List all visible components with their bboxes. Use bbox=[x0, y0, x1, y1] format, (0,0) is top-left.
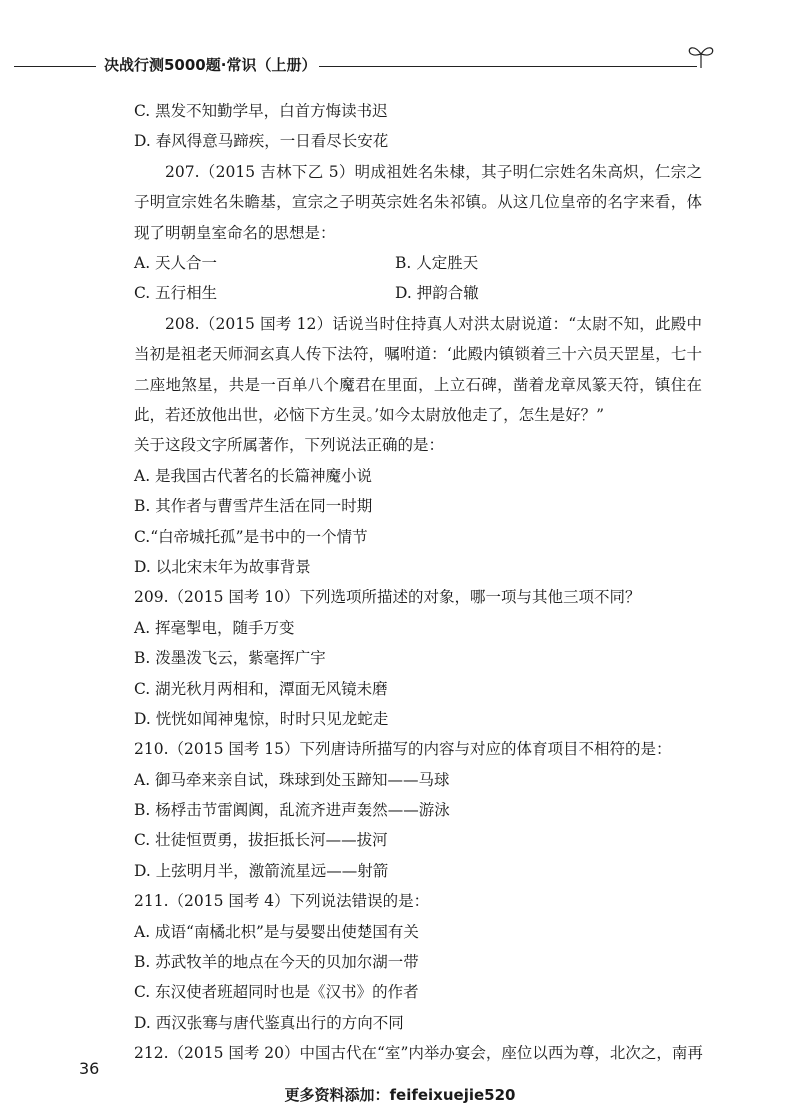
text-line: C. 湖光秋月两相和，潭面无风镜未磨 bbox=[134, 679, 388, 698]
text-line: 210.（2015 国考 15）下列唐诗所描写的内容与对应的体育项目不相符的是： bbox=[134, 740, 672, 759]
option-left: C. 五行相生 bbox=[134, 284, 218, 303]
text-line: D. 上弦明月半，激箭流星远——射箭 bbox=[134, 861, 389, 880]
text-line: 209.（2015 国考 10）下列选项所描述的对象，哪一项与其他三项不同？ bbox=[134, 588, 641, 607]
text-line: B. 其作者与曹雪芹生活在同一时期 bbox=[134, 497, 373, 516]
header-rule-right bbox=[319, 66, 697, 67]
text-line: A. 是我国古代著名的长篇神魔小说 bbox=[134, 466, 373, 485]
header-rule-left bbox=[14, 66, 96, 67]
text-line: A. 御马牵来亲自试，珠球到处玉蹄知——马球 bbox=[134, 770, 450, 789]
option-right: D. 押韵合辙 bbox=[395, 284, 479, 303]
text-line: C. 东汉使者班超同时也是《汉书》的作者 bbox=[134, 983, 419, 1002]
text-line: B. 泼墨泼飞云，紫毫挥广宇 bbox=[134, 649, 326, 668]
page-body bbox=[134, 96, 702, 1069]
text-line: D. 西汉张骞与唐代鉴真出行的方向不同 bbox=[134, 1013, 404, 1032]
text-line: C. 壮徒恒贾勇，拔拒抵长河——拔河 bbox=[134, 831, 388, 850]
page-number: 36 bbox=[79, 1059, 100, 1078]
text-line: A. 挥毫掣电，随手万变 bbox=[134, 618, 295, 637]
text-line: B. 杨桴击节雷阗阗，乱流齐进声轰然——游泳 bbox=[134, 801, 450, 820]
text-line: D. 春风得意马蹄疾，一日看尽长安花 bbox=[134, 132, 389, 151]
option-left: A. 天人合一 bbox=[134, 254, 218, 272]
text-line: B. 苏武牧羊的地点在今天的贝加尔湖一带 bbox=[134, 953, 419, 972]
text-line: C.“白帝城托孤”是书中的一个情节 bbox=[134, 527, 368, 546]
text-line: D. 恍恍如闻神鬼惊，时时只见龙蛇走 bbox=[134, 709, 389, 728]
text-line: A. 成语“南橘北枳”是与晏婴出使楚国有关 bbox=[134, 922, 419, 941]
question-paragraph: 207.（2015 吉林下乙 5）明成祖姓名朱棣，其子明仁宗姓名朱高炽，仁宗之子明宣宗姓名朱瞻基，宣宗之子明英宗姓名朱祁镇。从这几位皇帝的名字来看，体现了明朝皇室命名的思想是： bbox=[134, 162, 702, 242]
footer-note: 更多资料添加：feifeixuejie520 bbox=[284, 1086, 516, 1104]
header-title: 决战行测5000题·常识（上册） bbox=[104, 56, 317, 74]
running-header bbox=[14, 40, 714, 74]
text-line: 211.（2015 国考 4）下列说法错误的是： bbox=[134, 892, 430, 911]
option-row bbox=[134, 278, 702, 308]
question-paragraph: 208.（2015 国考 12）话说当时住持真人对洪太尉说道：“太尉不知，此殿中当初是祖老天师洞玄真人传下法符，嘱咐道：‘此殿内镇锁着三十六员天罡星，七十二座地煞星，共是一百单八个魔君在里面，上立石碑，凿着龙章凤篆天符，镇住在此，若还放他出世，必恼下方生灵。’如今太尉放他走了，怎生是好？” bbox=[134, 314, 702, 424]
option-right: B. 人定胜天 bbox=[395, 254, 479, 272]
sprout-icon bbox=[684, 40, 718, 70]
text-line: C. 黑发不知勤学早，白首方悔读书迟 bbox=[134, 102, 388, 120]
option-row bbox=[134, 248, 702, 278]
text-line: 212.（2015 国考 20）中国古代在“室”内举办宴会，座位以西为尊，北次之，南再 bbox=[134, 1044, 703, 1063]
text-line: 关于这段文字所属著作，下列说法正确的是： bbox=[134, 436, 445, 455]
text-line: D. 以北宋末年为故事背景 bbox=[134, 557, 311, 576]
